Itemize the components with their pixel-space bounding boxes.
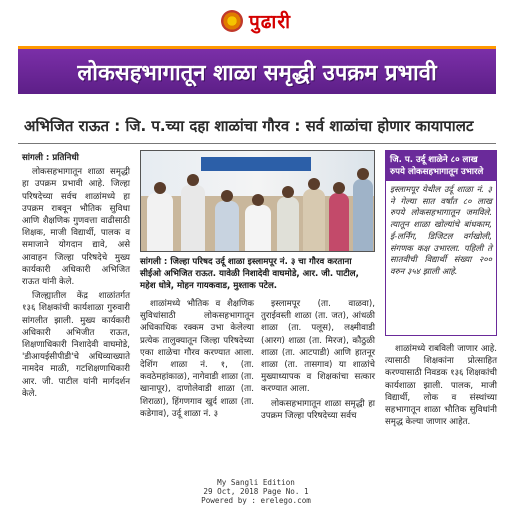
subheadline: अभिजित राऊत : जि. प.च्या दहा शाळांचा गौरव : सर्व शाळांचा होणार कायापालट [24, 117, 474, 135]
headline-banner [18, 46, 496, 94]
masthead-logo: पुढारी [248, 11, 292, 33]
article-column-2 [140, 298, 254, 422]
headline: लोकसहभागातून शाळा समृद्धी उपक्रम प्रभावी [77, 59, 437, 86]
paragraph: शाळांमध्ये राबविली जाणार आहे. त्यासाठी शिक्षकांना प्रोत्साहित करण्यासाठी निवडक १३६ शिक्षकांची कार्यशाळा झाली. पालक, माजी विद्यार्थी, लोक व संस्थांच्या सहभागातून शाळा भौतिक सुविधांनी समृद्ध केल्या जाणार आहेत. [385, 344, 497, 428]
paragraph: शाळांमध्ये भौतिक व शैक्षणिक सुविधांसाठी लोकसहभागातून अधिकाधिक रक्कम उभा केलेल्या प्रत्येक तालुक्यातून जिल्हा परिषदेच्या एका शाळेचा गौरव करण्यात आला. देशिंग शाळा नं. १, (ता. कवठेमहांकाळ), नागेवाडी शाळा (ता. खानापूर), दाणोलेवाडी शाळा (ता. शिराळा), हिंगणगाव खुर्द शाळा (ता. कडेगाव), उर्दू शाळा नं. ३ [140, 299, 254, 419]
masthead [0, 8, 512, 34]
sidebar-box [385, 150, 497, 336]
footer [0, 478, 512, 505]
footer-powered-link[interactable]: Powered by : erelego.com [201, 496, 311, 505]
article-column-3 [261, 298, 375, 424]
news-photo [140, 150, 375, 252]
paragraph: जिल्ह्यातील केंद्र शाळांतर्गत १३६ शिक्षकांची कार्यशाळा गुरुवारी सांगलीत झाली. मुख्य कार्यकारी अधिकारी अभिजीत राऊत, शिक्षणाधिकारी निशादेवी वाघमोडे, 'डीआयईसीपीडी'चे अधिव्याख्याते नामदेव माळी, गटशिक्षणाधिकारी आर. जी. पाटील यांनी मार्गदर्शन केले. [22, 291, 130, 399]
photo-caption: सांगली : जिल्हा परिषद उर्दू शाळा इस्लामपूर नं. ३ चा गौरव करताना सीईओ अभिजित राऊत. यावेळी निशादेवी वाघमोडे, आर. जी. पाटील, महेश धोत्रे, मोहन गायकवाड, मुश्ताक पटेल. [140, 257, 359, 291]
sidebar-box-title: जि. प. उर्दू शाळेने ८० लाख रुपये लोकसहभागातून उभारले [386, 151, 496, 181]
footer-edition: My Sangli Edition [217, 478, 295, 487]
divider [18, 143, 496, 144]
article-column-4 [385, 343, 497, 430]
paragraph: लोकसहभागातून शाळा समृद्धी हा उपक्रम प्रभावी आहे. जिल्हा परिषदेच्या सर्वच शाळांमध्ये हा उपक्रम राबवून भौतिक सुविधा आणि शैक्षणिक गुणवत्ता वाढीसाठी शिक्षक, माजी विद्यार्थी, पालक व समाजाने योगदान द्यावे, असे आवाहन जिल्हा परिषदेचे मुख्य कार्यकारी अधिकारी अभिजित राऊत यांनी केले. [22, 167, 130, 288]
dateline: सांगली : प्रतिनिधी [22, 153, 79, 163]
logo-flower-icon [221, 10, 243, 32]
paragraph: इस्लामपूर (ता. वाळवा), तुराईवस्ती शाळा (ता. जत), आंधळी शाळा (ता. पलूस), लक्ष्मीवाडी (आरग) शाळा (ता. मिरज), कौठुळी शाळा (ता. आटपाडी) आणि हातनूर शाळा (ता. तासगाव) या शाळांचे मुख्याध्यापक व शिक्षकांचा सत्कार करण्यात आला. [261, 299, 375, 395]
paragraph: लोकसहभागातून शाळा समृद्धी हा उपक्रम जिल्हा परिषदेच्या सर्वच [261, 398, 375, 421]
sidebar-box-body: इस्लामपूर येथील उर्दू शाळा नं. ३ ने गेल्या सात वर्षांत ८० लाख रुपये लोकसहभागातून जमविले. त्यातून शाळा खोल्यांचे बांधकाम, ई-लर्निंग, डिजिटल वर्गखोली, संगणक कक्ष उभारला. पहिली ते सातवीची विद्यार्थी संख्या २०० वरुन ३५४ झाली आहे. [390, 184, 492, 276]
article-column-1 [22, 152, 130, 402]
footer-date-page: 29 Oct, 2018 Page No. 1 [203, 487, 309, 496]
